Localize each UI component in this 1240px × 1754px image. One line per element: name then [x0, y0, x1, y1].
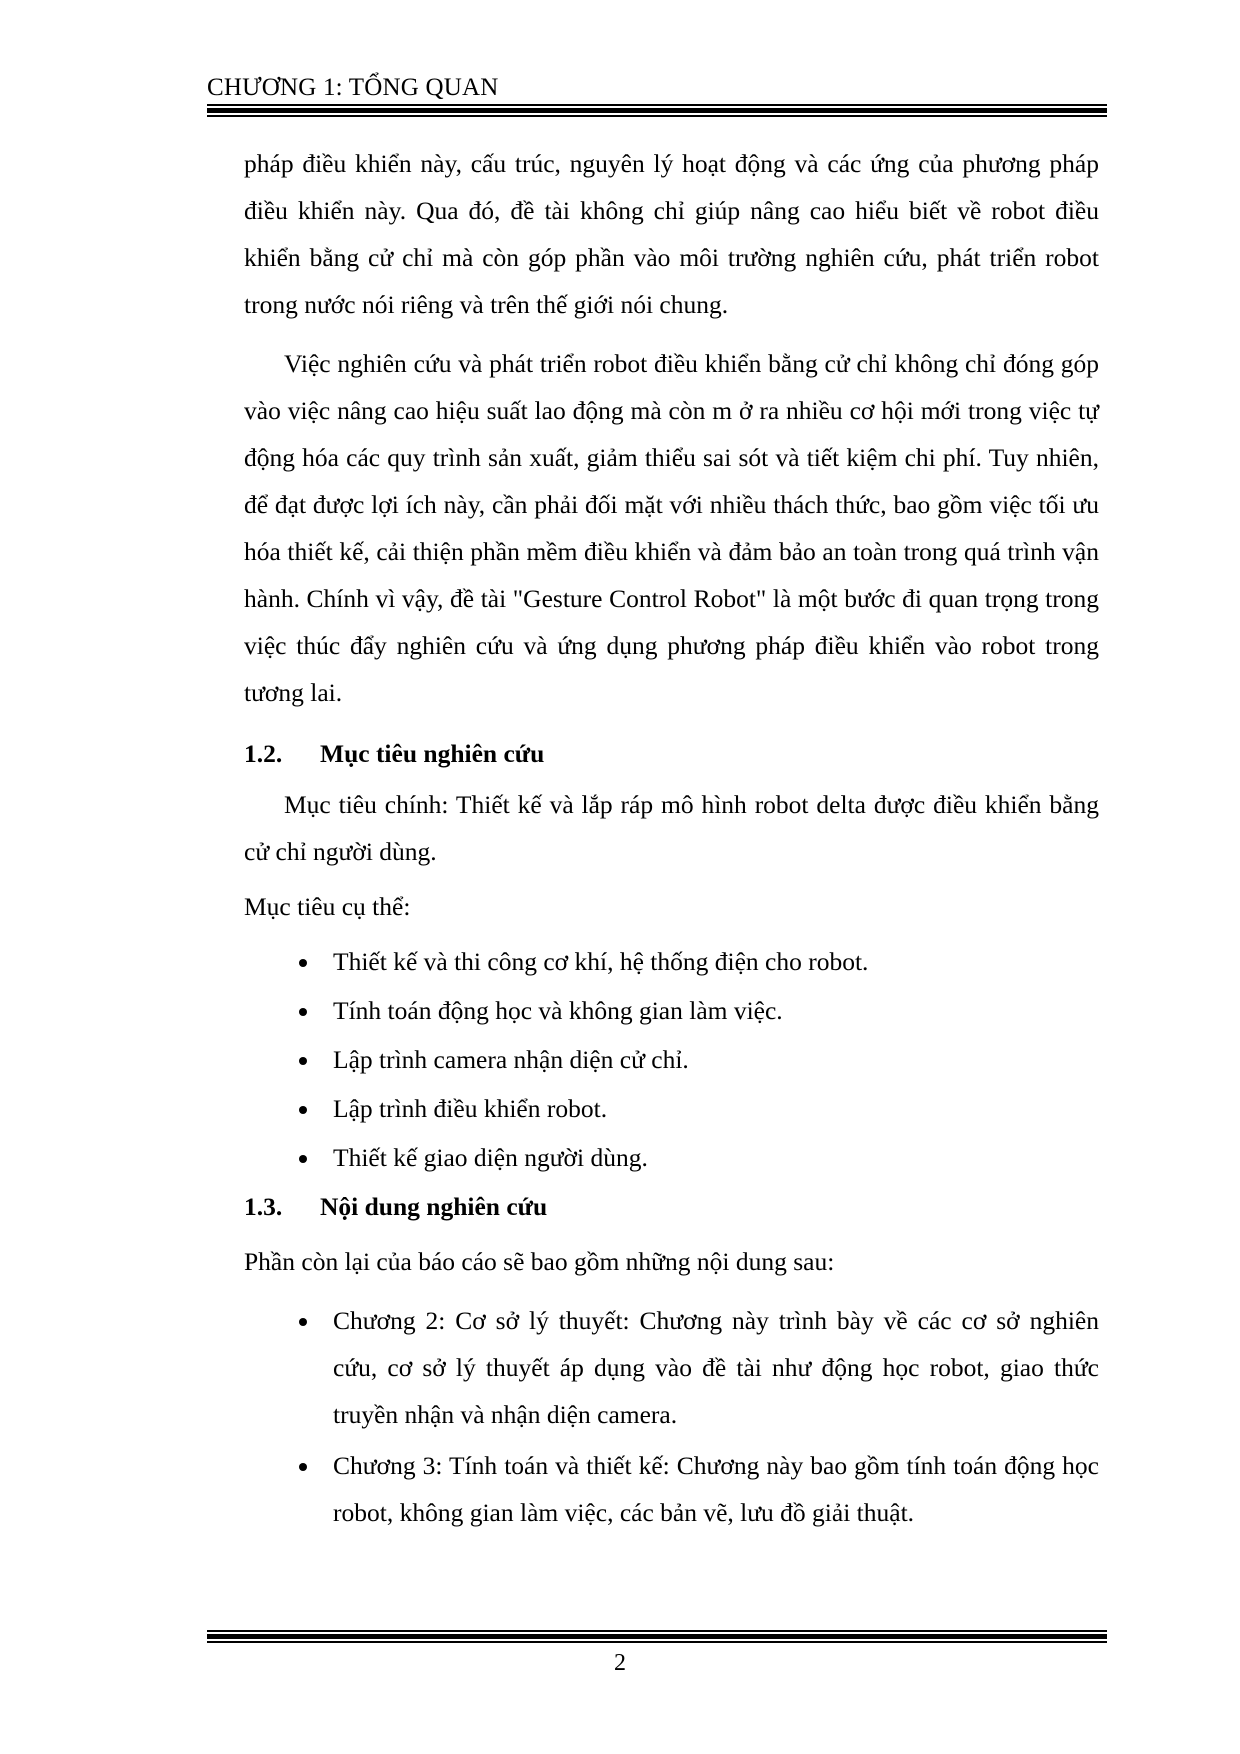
list-item [299, 987, 1099, 1034]
list-item-text: Lập trình điều khiển robot. [333, 1094, 608, 1123]
list-item-text: Lập trình camera nhận diện cử chỉ. [333, 1045, 689, 1074]
bullet-icon [299, 1057, 307, 1065]
section-title: Nội dung nghiên cứu [320, 1192, 548, 1221]
header-rule-thin-bottom [207, 115, 1107, 117]
paragraph-specific-goals-label: Mục tiêu cụ thể: [244, 892, 411, 921]
specific-goals-list [244, 938, 1099, 1181]
header-rule-thin-top [207, 104, 1107, 106]
chapter-header-title: CHƯƠNG 1: TỔNG QUAN [207, 74, 499, 101]
footer-rule-thin-bottom [207, 1641, 1107, 1643]
section-number: 1.3. [244, 1192, 283, 1221]
section-number: 1.2. [244, 739, 283, 768]
header-rule-thick [207, 108, 1107, 113]
paragraph-main-goal: Mục tiêu chính: Thiết kế và lắp ráp mô hình robot delta được điều khiển bằng cử chỉ người dùng. [244, 790, 1099, 866]
footer-rule-thick [207, 1634, 1107, 1639]
list-item [299, 1134, 1099, 1181]
list-item [299, 1036, 1099, 1083]
list-item-text: Tính toán động học và không gian làm việc. [333, 996, 783, 1025]
page-content [244, 140, 1099, 1540]
bullet-icon [299, 1463, 307, 1471]
bullet-icon [299, 1008, 307, 1016]
bullet-icon [299, 959, 307, 967]
list-item [299, 1442, 1099, 1536]
paragraph-continuation: pháp điều khiển này, cấu trúc, nguyên lý hoạt động và các ứng của phương pháp điều khiển này. Qua đó, đề tài không chỉ giúp nâng cao hiểu biết về robot điều khiển bằng cử chỉ mà còn góp phần vào môi trường nghiên cứu, phát triển robot trong nước nói riêng và trên thế giới nói chung. [244, 149, 1099, 319]
paragraph-research-importance: Việc nghiên cứu và phát triển robot điều khiển bằng cử chỉ không chỉ đóng góp vào việc nâng cao hiệu suất lao động mà còn m ở ra nhiều cơ hội mới trong việc tự động hóa các quy trình sản xuất, giảm thiểu sai sót và tiết kiệm chi phí. Tuy nhiên, để đạt được lợi ích này, cần phải đối mặt với nhiều thách thức, bao gồm việc tối ưu hóa thiết kế, cải thiện phần mềm điều khiển và đảm bảo an toàn trong quá trình vận hành. Chính vì vậy, đề tài "Gesture Control Robot" là một bước đi quan trọng trong việc thúc đẩy nghiên cứu và ứng dụng phương pháp điều khiển vào robot trong tương lai. [244, 349, 1099, 707]
bullet-icon [299, 1155, 307, 1163]
section-title: Mục tiêu nghiên cứu [320, 739, 545, 768]
bullet-icon [299, 1318, 307, 1326]
footer-rule-thin-top [207, 1630, 1107, 1632]
section-heading-1-2 [244, 730, 1099, 777]
paragraph-content-intro: Phần còn lại của báo cáo sẽ bao gồm những nội dung sau: [244, 1247, 835, 1276]
list-item [299, 1297, 1099, 1438]
list-item-text: Thiết kế giao diện người dùng. [333, 1143, 648, 1172]
list-item-text: Thiết kế và thi công cơ khí, hệ thống điện cho robot. [333, 947, 869, 976]
bullet-icon [299, 1106, 307, 1114]
section-heading-1-3 [244, 1183, 1099, 1230]
list-item-text: Chương 2: Cơ sở lý thuyết: Chương này trình bày về các cơ sở nghiên cứu, cơ sở lý thuyết áp dụng vào đề tài như động học robot, giao thức truyền nhận và nhận diện camera. [333, 1306, 1099, 1429]
page-number: 2 [614, 1650, 626, 1676]
list-item-text: Chương 3: Tính toán và thiết kế: Chương này bao gồm tính toán động học robot, không gian làm việc, các bản vẽ, lưu đồ giải thuật. [333, 1451, 1099, 1527]
list-item [299, 1085, 1099, 1132]
report-contents-list [244, 1297, 1099, 1536]
list-item [299, 938, 1099, 985]
